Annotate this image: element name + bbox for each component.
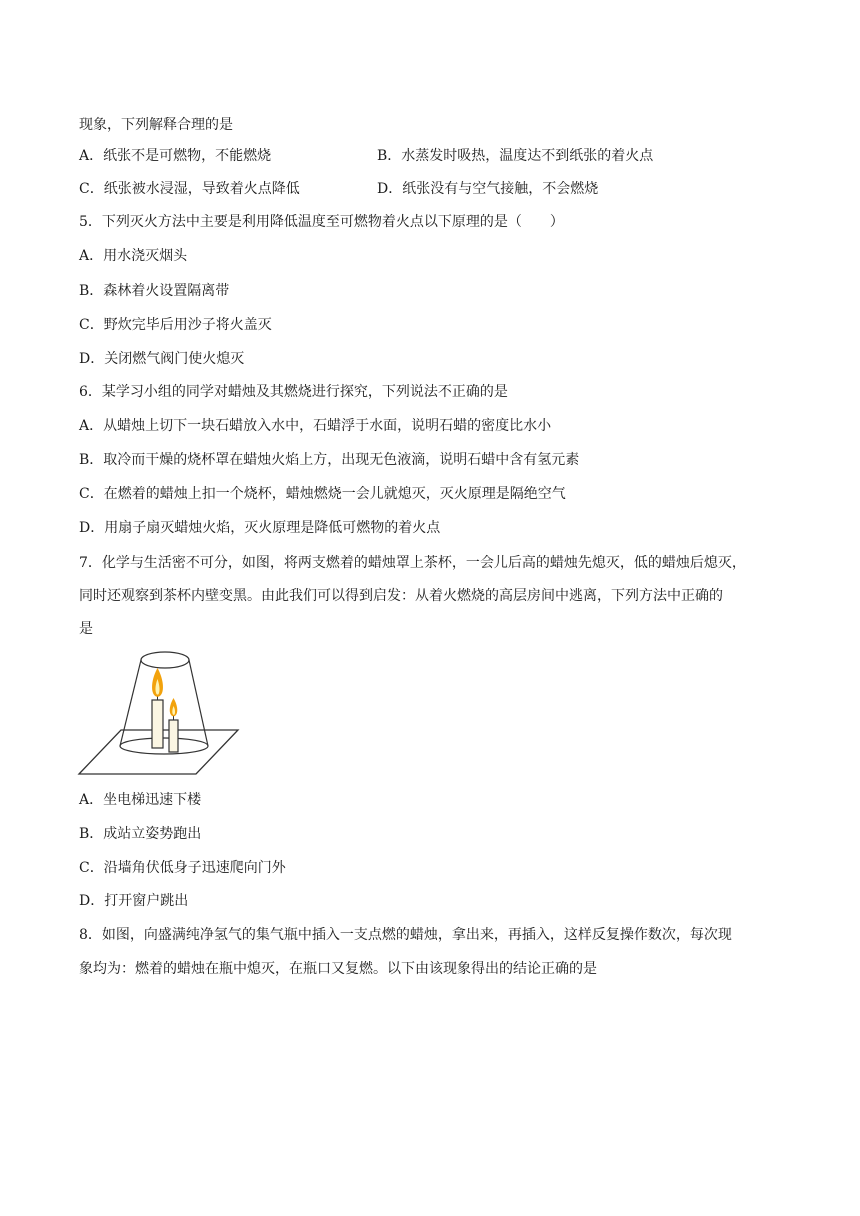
short-candle [169,720,178,752]
cup-top [141,652,189,668]
cup-right-edge [189,660,208,746]
q7-stem-line-1: 7．化学与生活密不可分，如图，将两支燃着的蜡烛罩上茶杯，一会儿后高的蜡烛先熄灭，低的蜡烛后熄灭， [79,555,746,571]
q4-option-c: C．纸张被水浸湿，导致着火点降低 [79,181,300,197]
q6-option-a: A．从蜡烛上切下一块石蜡放入水中，石蜡浮于水面，说明石蜡的密度比水小 [79,418,552,434]
q6-option-d: D．用扇子扇灭蜡烛火焰，灭火原理是降低可燃物的着火点 [79,520,441,536]
q5-option-b: B．森林着火设置隔离带 [79,283,230,299]
q4-option-a: A．纸张不是可燃物，不能燃烧 [79,148,272,164]
q6-option-b: B．取冷而干燥的烧杯罩在蜡烛火焰上方，出现无色液滴，说明石蜡中含有氢元素 [79,452,580,468]
tall-candle [152,700,163,748]
q5-option-c: C．野炊完毕后用沙子将火盖灭 [79,317,272,333]
q8-stem-line-2: 象均为：燃着的蜡烛在瓶中熄灭，在瓶口又复燃。以下由该现象得出的结论正确的是 [79,961,597,977]
q7-option-a: A．坐电梯迅速下楼 [79,792,202,808]
q7-option-d: D．打开窗户跳出 [79,893,189,909]
q6-option-c: C．在燃着的蜡烛上扣一个烧杯，蜡烛燃烧一会儿就熄灭，灭火原理是隔绝空气 [79,486,566,502]
q7-option-b: B．成站立姿势跑出 [79,826,202,842]
candles-under-cup-figure [77,646,240,776]
q4-option-b: B．水蒸发时吸热，温度达不到纸张的着火点 [377,148,654,164]
q7-option-c: C．沿墙角伏低身子迅速爬向门外 [79,860,286,876]
q5-option-d: D．关闭燃气阀门使火熄灭 [79,351,245,367]
q7-stem-line-2: 同时还观察到茶杯内壁变黑。由此我们可以得到启发：从着火燃烧的高层房间中逃离，下列方法中正确的 [79,588,723,604]
q5-option-a: A．用水浇灭烟头 [79,248,188,264]
cup-bottom-rim [120,738,208,754]
cup-left-edge [120,660,141,746]
q4-option-d: D．纸张没有与空气接触，不会燃烧 [377,181,599,197]
q7-stem-line-3: 是 [79,621,93,637]
q5-stem: 5．下列灭火方法中主要是利用降低温度至可燃物着火点以下原理的是（ ） [79,214,564,230]
q6-stem: 6．某学习小组的同学对蜡烛及其燃烧进行探究，下列说法不正确的是 [79,384,508,400]
q8-stem-line-1: 8．如图，向盛满纯净氢气的集气瓶中插入一支点燃的蜡烛，拿出来，再插入，这样反复操作数次，每次现 [79,927,732,943]
q4-stem-tail: 现象，下列解释合理的是 [79,117,233,133]
